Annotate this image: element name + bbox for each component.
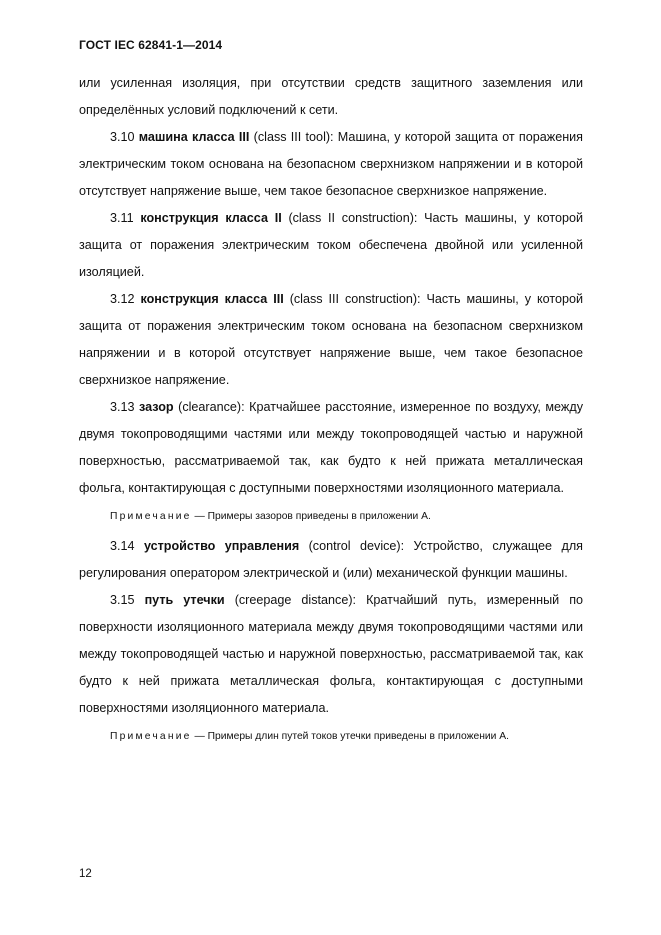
definition-term: устройство управления xyxy=(143,539,300,553)
note-text: — Примеры зазоров приведены в приложении А. xyxy=(191,511,431,522)
definition-text: (class III tool): Машина, у которой защита от поражения электрическим током основана на безопасном сверхнизком напряжении и в которой отсутствует напряжение выше, чем такое безопасное сверхнизкое напряжение. xyxy=(79,130,584,198)
note-clearance xyxy=(79,508,583,525)
document-header: ГОСТ IEC 62841-1—2014 xyxy=(79,38,223,52)
definition-number: 3.12 xyxy=(110,292,135,306)
definition-number: 3.14 xyxy=(110,539,135,553)
note-creepage xyxy=(79,728,583,745)
definition-3-12 xyxy=(79,286,583,394)
definition-3-14 xyxy=(79,533,583,587)
definition-text: (creepage distance): Кратчайший путь, измеренный по поверхности изоляционного материала между двумя токопроводящими частями или между токопроводящей частью и наружной поверхностью, рассматриваемой так, как будто к ней прижата металлическая фольга, контактирующая с доступными поверхностями изоляционного материала. xyxy=(79,593,584,715)
definition-text: (clearance): Кратчайшее расстояние, измеренное по воздуху, между двумя токопроводящими частями или между токопроводящей частью и наружной поверхностью, рассматриваемой так, как будто к ней прижата металлическая фольга, контактирующая с доступными поверхностями изоляционного материала. xyxy=(79,400,583,495)
page-number: 12 xyxy=(79,868,92,880)
note-text: — Примеры длин путей токов утечки приведены в приложении А. xyxy=(191,731,510,742)
definition-3-13 xyxy=(79,394,583,502)
document-body xyxy=(79,70,583,753)
definition-number: 3.15 xyxy=(110,593,135,607)
note-label: Примечание xyxy=(110,731,192,742)
definition-text: (control device): Устройство, служащее для регулирования оператором электрической и (или) механической функции машины. xyxy=(79,539,583,580)
definition-term: машина класса III xyxy=(138,130,250,144)
definition-text: (class II construction): Часть машины, у которой защита от поражения электрическим током обеспечена двойной или усиленной изоляцией. xyxy=(79,211,584,279)
definition-3-15 xyxy=(79,587,583,722)
definition-term: зазор xyxy=(139,400,174,414)
definition-number: 3.13 xyxy=(110,400,135,414)
definition-text: (class III construction): Часть машины, у которой защита от поражения электрическим током основана на безопасном сверхнизком напряжении и в которой отсутствует напряжение выше, чем такое безопасное сверхнизкое напряжение. xyxy=(79,292,583,387)
intro-paragraph: или усиленная изоляция, при отсутствии средств защитного заземления или определённых условий подключений к сети. xyxy=(79,76,583,117)
definition-term: конструкция класса III xyxy=(140,292,284,306)
definition-3-10 xyxy=(79,124,583,205)
definition-number: 3.11 xyxy=(110,211,134,225)
definition-term: конструкция класса II xyxy=(140,211,282,225)
definition-term: путь утечки xyxy=(144,593,225,607)
note-label: Примечание xyxy=(110,511,192,522)
definition-3-11 xyxy=(79,205,583,286)
definition-number: 3.10 xyxy=(110,130,135,144)
